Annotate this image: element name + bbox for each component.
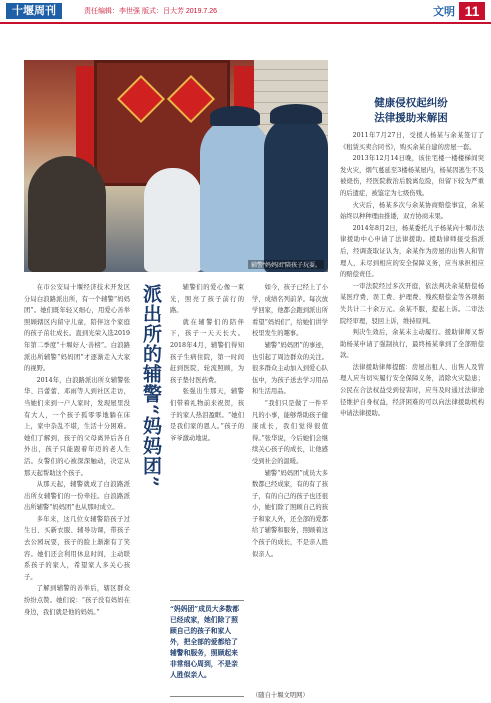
paragraph: 2014年8月2日，杨某委托儿子杨某向十堰市法律援助中心申请了法律援助。援助律师接受指派后，经调查取证认为，余某作为房屋的出售人和管理人，未尽到相应的安全保障义务，应当承担相应的赔偿责任。 [340,224,484,279]
side-title-line-2: 法律援助来解困 [374,112,448,124]
paragraph: 2011年7月27日，受援人杨某与余某签订了《租赁买卖合同书》，购买余某自建的房屋一套。 [340,132,484,151]
article-column-2 [170,282,244,592]
photo-caption: 辅警“妈妈团”陪孩子玩耍。 [248,260,324,269]
paragraph: 2014年，白浪路派出所女辅警张华、吕蕾蕾、邓雨等人到社区走访，当她们来到一户人家时，发现屋里没有大人，一个孩子孤零零地躺在床上，家中杂乱不堪，生活十分困难。她们了解到，孩子的父母离异后各自外出，孩子只能跟着年迈的老人生活。女警们的心被深深触动，决定从那天起帮助这个孩子。 [24,376,130,477]
police-officer-figure [264,116,328,272]
police-cap [210,106,260,126]
paragraph: 火灾后，杨某多次与余某协商赔偿事宜，余某始终以种种理由推诿，双方协商未果。 [340,201,484,221]
paragraph: 2013年12月14日晚，该住宅楼一楼楼梯间突发火灾，烟气蔓延至3楼杨某屋内，杨某因逃生不及被烧伤，经医院救治后脱离危险，但留下较为严重的后遗症，被鉴定为七级伤残。 [340,155,484,197]
paragraph: 辅警“妈妈团”成员大多数都已经成家，有的有了孩子，有的自己的孩子也还很小，她们除了照顾自己的孩子和家人外，还全部的爱都给了辅警和服务，照顾着这个孩子的成长，不是亲人胜似亲人。 [252,469,328,558]
paragraph: 一审法院经过多次开庭，依法判决余某赔偿杨某医疗费、误工费、护理费、残疾赔偿金等各项损失共计二十余万元。余某不服，提起上诉。二审法院经审理，驳回上诉，维持原判。 [340,282,484,325]
police-officer-figure [200,118,270,272]
paragraph: 张强出生那天，辅警们带着礼物前来祝贺，孩子的家人热泪盈眶。“她们是我们家的恩人。”孩子的爷爷激动地说。 [170,388,244,442]
paragraph: 从那天起，辅警就成了白浪路派出所女辅警们的一份牵挂。白浪路派出所辅警“妈妈团”也从那时成立。 [24,481,130,512]
pull-quote: “妈妈团”成员大多数都已经成家，她们除了照顾自己的孩子和家人外，把全部的爱都给了辅警和服务，照顾起来非常细心周到，不是亲人胜似亲人。 [170,600,244,697]
paper-name: 十堰周刊 [6,3,62,19]
child-figure [144,168,202,272]
paragraph: 多年来，这几位女辅警陪孩子过生日、买新衣服、辅导功课，带孩子去公园玩耍，孩子的脸上渐渐有了笑容。她们还会利用休息时间，主动联系孩子的家人，希望家人多关心孩子。 [24,515,130,581]
article-title: 派出所的辅警“妈妈团” [140,284,162,488]
paragraph: 了解到辅警的善举后，辖区群众纷纷点赞。她们说：“孩子没有妈妈在身边，我们就是他的妈妈。” [24,585,130,616]
section-name: 文明 [433,6,455,18]
paragraph: 辅警们的爱心像一束光，照亮了孩子前行的路。 [170,284,244,315]
paragraph: 在市公安局十堰经济技术开发区分局白浪路派出所，有一个辅警“妈妈团”。她们既年轻又细心，用爱心善举照顾辖区内留守儿童，陪伴这个家庭的孩子茁壮成长。直到光荣入选2019年第二季度“十堰好人·善榜”。白浪路派出所辅警“妈妈团”才逐渐走入大家的视野。 [24,284,130,373]
paragraph: 法律援助律师提醒：房屋出租人、出售人及管理人应当切实履行安全保障义务，消除火灾隐患；公民在合法权益受到侵害时，应当及时通过法律途径维护自身权益，经济困难的可以向法律援助机构申请法律援助。 [340,363,484,418]
woman-figure [28,156,106,272]
side-article-title [338,96,484,126]
paragraph: 判决生效后，余某未主动履行。援助律师又帮助杨某申请了强制执行，最终杨某拿到了全部赔偿款。 [340,329,484,360]
paragraph: 如今，孩子已经上了小学，成绩名列前茅。每次放学回家，他都会跑到派出所看望“妈妈们”，给她们讲学校里发生的趣事。 [252,284,328,338]
article-column-1 [24,282,130,660]
paragraph: 辅警“妈妈团”的事迹，也引起了周边群众的关注。很多群众主动加入到爱心队伍中，为孩子送去学习用品和生活用品。 [252,341,328,396]
side-title-line-1: 健康侵权起纠纷 [374,97,448,109]
paragraph: 就在辅警们的陪伴下，孩子一天天长大。2018年4月，辅警们得知孩子生病住院，第一时间赶到医院，轮流照顾，为孩子垫付医药费。 [170,318,244,384]
police-cap [270,104,322,124]
editor-line: 责任编辑：李世强 版式：吕大芳 2019.7.26 [84,8,218,15]
couplet-left [76,66,96,166]
page-header [0,0,491,24]
paragraph: “我们只是做了一件平凡的小事，能够帮助孩子健康成长，我们觉得很值得。”张华说，今后她们会继续关心孩子的成长，让他感受到社会的温暖。 [252,399,328,465]
article-column-3 [252,282,328,692]
article-source: （随自十堰文明网） [252,692,309,699]
side-article-body [340,130,484,698]
news-photo [24,60,328,272]
page-number: 11 [459,2,485,20]
